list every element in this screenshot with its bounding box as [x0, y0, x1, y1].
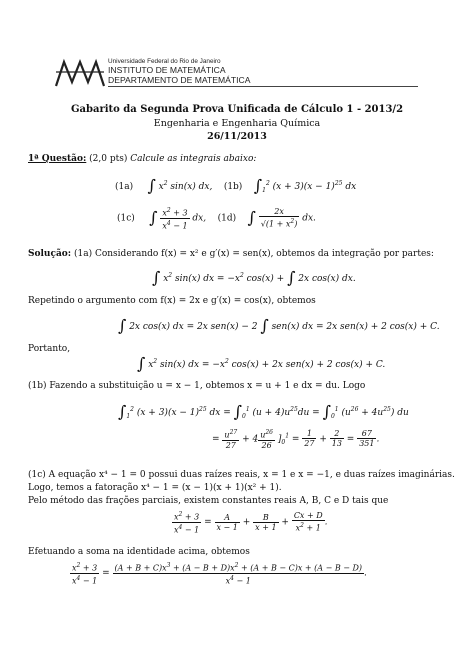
repeat-text: Repetindo o argumento com f(x) = 2x e g′(x) = cos(x), obtemos	[28, 296, 316, 306]
document-date: 26/11/2013	[207, 131, 267, 142]
document-subtitle: Engenharia e Engenharia Química	[153, 118, 321, 129]
item-1b-label: (1b)	[223, 182, 243, 192]
department-name: DEPARTAMENTO DE MATEMÁTICA	[108, 74, 251, 85]
item-1a-label: (1a)	[115, 182, 134, 192]
sum-identity-equation: $\frac{x^2 + 3}{x^4 - 1}$ = $\frac{(A + B + C)x^3 + (A - B + D)x^2 + (A + B - C)x + (A - B - D)}{x^4 - 1}$ .	[72, 562, 367, 586]
institute-name: INSTITUTO DE MATEMÁTICA	[108, 65, 226, 75]
question-prompt: Calcule as integrais abaixo:	[130, 154, 257, 164]
solution-1c-line1: (1c) A equação x⁴ − 1 = 0 possui duas raízes reais, x = 1 e x = −1, e duas raízes imaginárias.	[28, 470, 455, 480]
solution-1a-text: (1a) Considerando f(x) = x² e g′(x) = sen(x), obtemos da integração por partes:	[73, 249, 434, 259]
partial-fractions-equation: $\frac{x^2 + 3}{x^4 - 1}$ = $\frac{A}{x - 1}$ + $\frac{B}{x + 1}$ + $\frac{Cx + D}{x^2 + 1}$ .	[174, 511, 328, 535]
university-name: Universidade Federal do Rio de Janeiro	[108, 58, 221, 65]
document-title: Gabarito da Segunda Prova Unificada de Cálculo 1 - 2013/2	[70, 104, 404, 115]
solution-1b-intro: (1b) Fazendo a substituição u = x − 1, obtemos x = u + 1 e dx = du. Logo	[28, 381, 366, 391]
integral-1a-1b: (1a) ∫ $x^2$ sin(x) dx, (1b) $\int_1^2$ $(x + 3)(x - 1)^{25}$ dx	[115, 176, 357, 195]
header-divider	[108, 86, 418, 87]
solution-1c-line2: Logo, temos a fatoração x⁴ − 1 = (x − 1)(x + 1)(x² + 1).	[28, 483, 282, 493]
item-1c-label: (1c)	[117, 213, 135, 224]
integral-1c-1d: (1c) ∫ $\frac{x^2 + 3}{x^4 - 1}$ dx, (1d) ∫ $\frac{2x}{√(1 + x^2)}$ dx.	[117, 207, 316, 231]
institution-block	[108, 58, 250, 85]
solution-1c-line4: Efetuando a soma na identidade acima, obtemos	[28, 547, 250, 557]
solution-1a-intro	[28, 249, 434, 260]
item-1d-label: (1d)	[217, 213, 237, 224]
solution-1c-line3: Pelo método das frações parciais, existem constantes reais A, B, C e D tais que	[28, 496, 389, 506]
equation-1a-result: ∫ $x^2$ sin(x) dx = $-x^2$ cos(x) + 2x sen(x) + 2 cos(x) + C.	[137, 354, 386, 373]
portanto-text: Portanto,	[28, 344, 71, 354]
question-label: 1ª Questão:	[28, 154, 87, 164]
equation-parts-1: ∫ $x^2$ sin(x) dx = $-x^2$ cos(x) + ∫ 2x cos(x) dx.	[152, 268, 356, 287]
equation-1b-line1: $\int_1^2$ $(x + 3)(x - 1)^{25}$ dx = $\int_0^1$ $(u + 4)u^{25}du = \int_0^1$ $(u^{26} + 4u^{25})$ du	[118, 402, 409, 421]
ufrj-logo	[55, 58, 105, 88]
equation-1b-line2: = $\frac{u^{27}}{27}$ + 4 $\frac{u^{26}}{26}$ ]$_0^1$ = $\frac{1}{27}$ + $\frac{2}{13}$ = $\frac{67}{351}$ .	[212, 429, 380, 450]
solution-label: Solução:	[28, 249, 72, 259]
question-points: (2,0 pts)	[89, 154, 128, 164]
equation-parts-2: ∫ 2x cos(x) dx = 2x sen(x) − 2 ∫ sen(x) dx = 2x sen(x) + 2 cos(x) + C.	[118, 316, 440, 335]
question-line	[28, 154, 256, 165]
